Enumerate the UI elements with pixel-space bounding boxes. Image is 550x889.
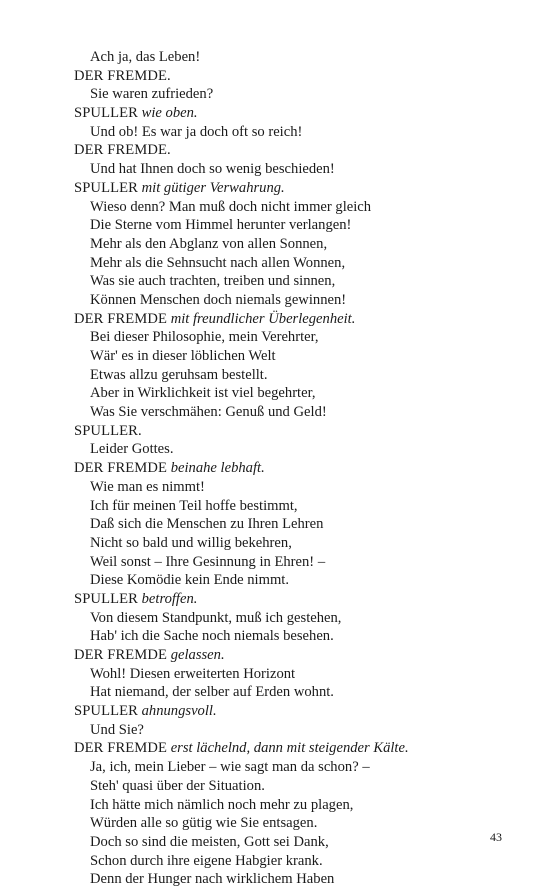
speaker-name: DER FREMDE bbox=[74, 647, 168, 663]
verse-line: Wieso denn? Man muß doch nicht immer gleich bbox=[90, 198, 372, 215]
verse-line: Hat niemand, der selber auf Erden wohnt. bbox=[90, 684, 334, 701]
play-text-block bbox=[74, 48, 514, 889]
stage-direction: erst lächelnd, dann mit steigender Kälte. bbox=[170, 740, 409, 757]
speaker-line bbox=[74, 141, 514, 160]
verse-line: Steh' quasi über der Situation. bbox=[90, 777, 265, 794]
verse-line: Hab' ich die Sache noch niemals besehen. bbox=[90, 628, 334, 645]
speaker-line bbox=[74, 646, 514, 665]
verse-line: Die Sterne vom Himmel herunter verlangen! bbox=[90, 217, 352, 234]
speaker-line bbox=[74, 67, 514, 86]
verse-line: Ach ja, das Leben! bbox=[90, 49, 201, 65]
verse-line: Denn der Hunger nach wirklichem Haben bbox=[90, 871, 335, 888]
verse-line: Was sie auch trachten, treiben und sinnen, bbox=[90, 273, 336, 290]
verse-line: Sie waren zufrieden? bbox=[90, 86, 214, 103]
verse-line: Und Sie? bbox=[90, 721, 144, 738]
verse-line: Würden alle so gütig wie Sie entsagen. bbox=[90, 815, 318, 832]
speaker-line bbox=[74, 179, 514, 198]
stage-direction: mit freundlicher Überlegenheit. bbox=[170, 310, 356, 327]
verse-line: Von diesem Standpunkt, muß ich gestehen, bbox=[90, 609, 342, 626]
verse-line: Bei dieser Philosophie, mein Verehrter, bbox=[90, 329, 319, 346]
stage-direction: beinahe lebhaft. bbox=[170, 460, 265, 477]
page-number: 43 bbox=[490, 830, 502, 844]
verse-line: Ja, ich, mein Lieber – wie sagt man da schon? – bbox=[90, 759, 370, 776]
stage-direction: wie oben. bbox=[141, 105, 198, 122]
verse-line: Nicht so bald und willig bekehren, bbox=[90, 534, 292, 551]
verse-line: Schon durch ihre eigene Habgier krank. bbox=[90, 852, 323, 869]
speaker-name: DER FREMDE. bbox=[74, 67, 171, 84]
verse-line: Wie man es nimmt! bbox=[90, 478, 205, 495]
speaker-name: SPULLER. bbox=[74, 422, 142, 439]
speaker-name: DER FREMDE bbox=[74, 740, 168, 757]
speaker-line bbox=[74, 590, 514, 609]
verse-line: Ich hätte mich nämlich noch mehr zu plagen, bbox=[90, 796, 354, 813]
speaker-line bbox=[74, 104, 514, 123]
stage-direction: ahnungsvoll. bbox=[141, 703, 217, 720]
speaker-name: DER FREMDE bbox=[74, 460, 168, 477]
stage-direction: mit gütiger Verwahrung. bbox=[141, 179, 285, 196]
verse-line: Doch so sind die meisten, Gott sei Dank, bbox=[90, 833, 329, 850]
speaker-line bbox=[74, 702, 514, 721]
verse-line: Aber in Wirklichkeit ist viel begehrter, bbox=[90, 385, 316, 402]
speaker-line bbox=[74, 422, 514, 441]
speaker-line bbox=[74, 310, 514, 329]
verse-line: Daß sich die Menschen zu Ihren Lehren bbox=[90, 516, 324, 533]
verse-line: Weil sonst – Ihre Gesinnung in Ehren! – bbox=[90, 553, 326, 570]
verse-line: Und hat Ihnen doch so wenig beschieden! bbox=[90, 161, 335, 178]
stage-direction: betroffen. bbox=[141, 590, 198, 607]
speaker-name: DER FREMDE. bbox=[74, 142, 171, 159]
speaker-name: SPULLER bbox=[74, 703, 138, 720]
verse-line: Etwas allzu geruhsam bestellt. bbox=[90, 366, 268, 383]
speaker-name: SPULLER bbox=[74, 179, 138, 196]
speaker-name: DER FREMDE bbox=[74, 310, 168, 327]
speaker-line bbox=[74, 459, 514, 478]
verse-line: Können Menschen doch niemals gewinnen! bbox=[90, 291, 347, 308]
speaker-line bbox=[74, 739, 514, 758]
verse-line: Ich für meinen Teil hoffe bestimmt, bbox=[90, 497, 298, 514]
verse-line: Wär' es in dieser löblichen Welt bbox=[90, 348, 276, 364]
verse-line: Mehr als die Sehnsucht nach allen Wonnen, bbox=[90, 254, 346, 271]
verse-line: Leider Gottes. bbox=[90, 441, 174, 458]
verse-line: Und ob! Es war ja doch oft so reich! bbox=[90, 123, 303, 140]
speaker-name: SPULLER bbox=[74, 105, 138, 122]
speaker-name: SPULLER bbox=[74, 590, 138, 607]
verse-line: Was Sie verschmähen: Genuß und Geld! bbox=[90, 404, 327, 421]
stage-direction: gelassen. bbox=[170, 647, 225, 663]
verse-line: Diese Komödie kein Ende nimmt. bbox=[90, 572, 290, 589]
verse-line: Wohl! Diesen erweiterten Horizont bbox=[90, 665, 296, 682]
verse-line: Mehr als den Abglanz von allen Sonnen, bbox=[90, 235, 328, 252]
